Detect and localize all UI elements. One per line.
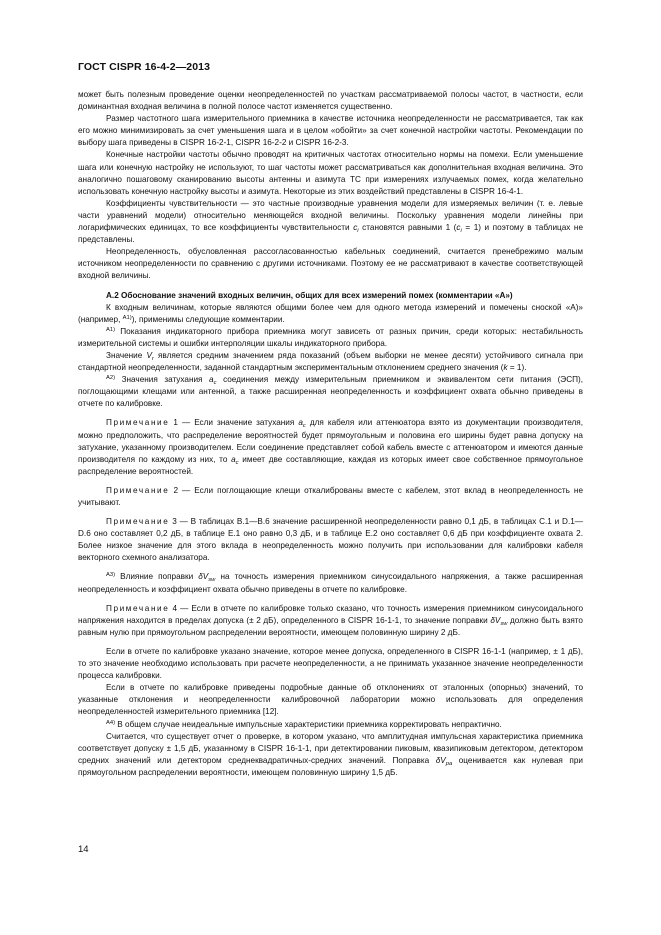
text-run: для кабеля или аттенюатора взято из документации производителя, можно предположить, что распределение вероятностей будет прямоугольным и половина его ширины будет равна допуску на затухание, указанному производителем. Если соединение представляет собой кабель вместе с аттенюатором и имеются данные производителя по каждому из них, то [78, 418, 583, 464]
comment-a1 [78, 326, 583, 350]
note-label: Примечание [106, 418, 170, 428]
note-label: Примечание [106, 603, 170, 613]
subscript: sw [208, 577, 216, 584]
document-body [78, 89, 583, 779]
text-run: Считается, что существует отчет о проверке, в котором указано, что амплитудная импульсная характеристика приемника соответствует допуску ± 1,5 дБ, указанному в CISPR 16-1-1, при детектировании пиковым, квазипиковым детектором, детектором средних значений или детектором среднеквадратичных-средних значений. Поправка [78, 731, 583, 765]
paragraph: Если в отчете по калибровке указано значение, которое менее допуска, определенного в CISPR 16-1-1 (например, ± 1 дБ), то это значение необходимо использовать при расчете неопределенности, а не принимать указанное значение неопределенности процесса калибровки. [78, 646, 583, 681]
subscript: r [151, 355, 154, 362]
text-run: должно быть взято равным нулю при прямоугольном распределении вероятности, имеющем половинную ширину 2 дБ. [78, 615, 583, 637]
text-run: оценивается как нулевая при прямоугольном распределении вероятности, имеющем половинную ширину 1,5 дБ. [78, 755, 583, 777]
footnote-mark: А1) [122, 314, 132, 321]
paragraph: Если в отчете по калибровке приведены подробные данные об отклонениях от эталонных (опорных) значений, то указанные отклонения и неопределенности калибровочной лаборатории можно использовать для определения неопределенностей измерительного приемника [12]. [78, 683, 583, 717]
footnote-mark: А4) [106, 719, 116, 726]
subscript: sw [500, 620, 508, 627]
section-title: А.2 Обоснование значений входных величин, общих для всех измерений помех (комментарии «А») [106, 290, 513, 300]
subscript: pa [445, 760, 453, 767]
symbol: a [209, 375, 214, 385]
paragraph [78, 302, 583, 326]
note-1 [78, 417, 583, 477]
subscript: c [302, 423, 306, 430]
text-run: = 1) и поэтому в таблицах не представлены. [78, 223, 584, 245]
subscript: c [213, 380, 217, 387]
paragraph: Неопределенность, обусловленная рассогласованностью кабельных соединений, считается пренебрежимо малым источником неопределенности по сравнению с другими источниками. Поэтому ее не рассматривают в качестве соответствующей входной величины. [78, 247, 583, 281]
text-run: Значение [106, 350, 147, 360]
text-run: В общем случае неидеальные импульсные характеристики приемника корректировать непрактично. [115, 719, 502, 729]
text-run: Влияние поправки [115, 572, 199, 582]
text-run: 1 — Если значение затухания [169, 418, 299, 428]
paragraph [78, 198, 583, 246]
symbol: a [298, 418, 303, 428]
symbol: c [456, 223, 461, 233]
note-label: Примечание [106, 517, 170, 527]
page-number: 14 [78, 844, 89, 855]
text-run: становятся равными 1 ( [358, 223, 457, 233]
symbol: V [146, 350, 152, 360]
subscript: i [357, 228, 359, 235]
text-run: К входным величинам, которые являются общими более чем для одного метода измерений и помечены сноской «А)» (например, [78, 302, 583, 324]
symbol: δV [435, 755, 446, 765]
text-run: 4 — Если в отчете по калибровке только сказано, что точность измерения приемником синусоидального напряжения находится в пределах допуска (± 2 дБ), определенного в CISPR 16-1-1, то значение поправки [78, 603, 583, 625]
page-header: ГОСТ CISPR 16-4-2—2013 [78, 61, 211, 73]
note-2 [78, 485, 583, 509]
text-run: 2 — Если поглощающие клещи откалиброваны вместе с кабелем, этот вклад в неопределенность не учитывают. [78, 485, 583, 507]
note-label: Примечание [106, 485, 170, 495]
footnote-mark: А3) [106, 572, 116, 579]
text-run: Значения затухания [115, 375, 210, 385]
comment-a2 [78, 374, 583, 410]
footnote-mark: А2) [106, 375, 116, 382]
paragraph: Конечные настройки частоты обычно проводят на критичных частотах относительно нормы на помехи. Если уменьшение шага или конечную настройку не используют, то шаг частоты может рассматриваться как дополнительная входная величина. Это аналогично пошаговому сканированию высоты антенны и азимута ТС при измерениях излучаемых помех, когда желательно использовать конечную настройку высоты и азимута. Некоторые из этих воздействий представлены в CISPR 16-4-1. [78, 150, 583, 196]
paragraph [78, 350, 583, 374]
comment-a3 [78, 571, 583, 595]
symbol: δV [490, 615, 501, 625]
text-run: соединения между измерительным приемником и эквивалентом сети питания (ЭСП), поглощающими клещами или антенной, а также расширенная неопределенность и коэффициент охвата обычно приведены в отчете по калибровке. [78, 375, 583, 409]
paragraph: Размер частотного шага измерительного приемника в качестве источника неопределенности не рассматривается, так как его можно минимизировать за счет уменьшения шага и в целом «обойти» за счет конечной настройки частоты. Рекомендации по выбору шага приведены в CISPR 16-2-1, CISPR 16-2-2 и CISPR 16-2-3. [78, 114, 583, 148]
text-run: ), применимы следующие комментарии. [131, 314, 285, 324]
text-run: является средним значением ряда показаний (объем выборки не менее десяти) устойчивого сигнала при стандартной неопределенности, заданной стандартным экспериментальным отклонением среднего значения ( [78, 350, 583, 373]
symbol: c [353, 223, 358, 233]
comment-a4 [78, 719, 583, 731]
text-run: имеет две составляющие, каждая из которых имеет свое собственное прямоугольное распределение вероятностей. [78, 454, 583, 476]
text-run: Показания индикаторного прибора приемника могут зависеть от разных причин, среди которых: нестабильность измерительной системы и ошибки интерполяции шкалы индикаторного прибора. [78, 326, 583, 348]
text-run: 3 — В таблицах В.1—В.6 значение расширенной неопределенности равно 0,1 дБ, в таблицах С.1 и D.1—D.6 оно составляет 0,2 дБ, в таблице Е.1 оно равно 0,3 дБ, и в таблице Е.2 оно составляет 0,6 дБ при коэффициенте охвата 2. Более низкое значение для этого вклада в неопределенность можно получить при использовании для калибровки кабеля векторного схемного анализатора. [78, 517, 583, 563]
text-run: на точность измерения приемником синусоидального напряжения, а также расширенная неопределенность и коэффициент охвата обычно приведены в отчете по калибровке. [78, 572, 583, 594]
symbol: a [231, 454, 236, 464]
note-4 [78, 603, 583, 639]
paragraph [78, 731, 583, 779]
text-run: = 1). [507, 363, 527, 373]
symbol: k [503, 363, 508, 373]
subscript: c [235, 459, 239, 466]
subscript: i [460, 228, 462, 235]
paragraph: может быть полезным проведение оценки неопределенностей по участкам рассматриваемой полосы частот, в частности, если доминантная входная величина в полной полосе частот изменяется существенно. [78, 90, 583, 112]
footnote-mark: А1) [106, 326, 116, 333]
note-3 [78, 516, 583, 564]
symbol: δV [198, 572, 209, 582]
text-run: Коэффициенты чувствительности — это частные производные уравнения модели для измеряемых величин (т. е. левые части уравнений модели) относительно меняющейся входной величины. Поскольку уравнения модели линейны при логарифмических единицах, то все коэффициенты чувствительности [78, 198, 583, 233]
